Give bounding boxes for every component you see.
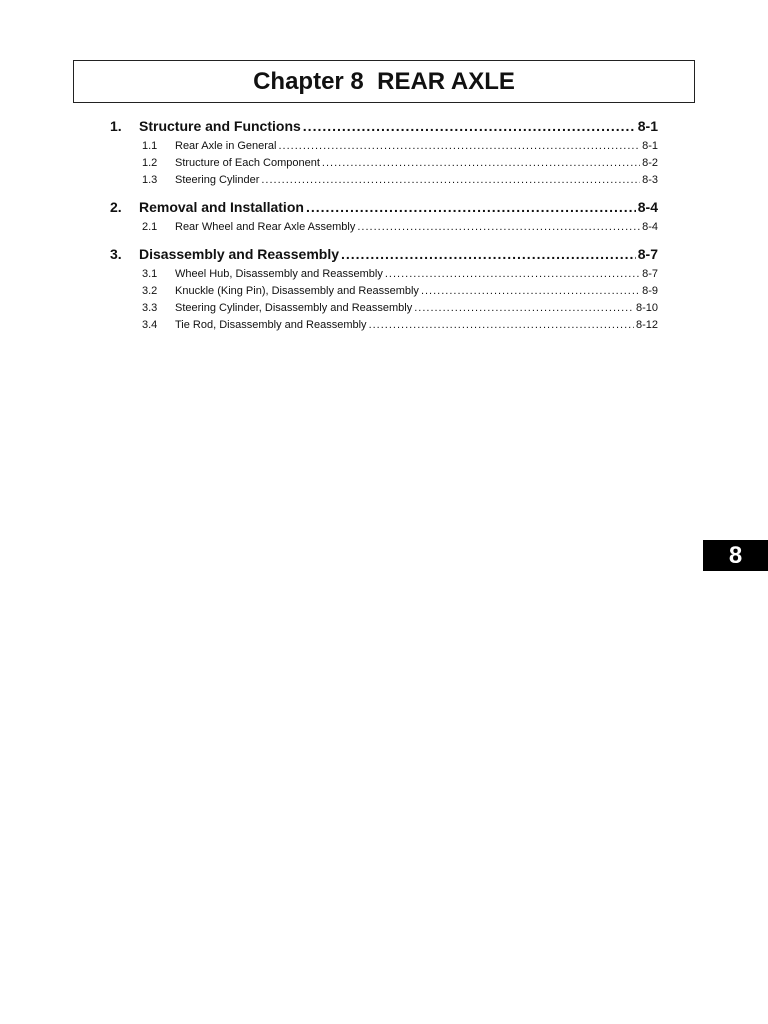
leader-dots xyxy=(322,157,640,169)
page-number: 8-10 xyxy=(635,302,658,314)
subsection-title: Steering Cylinder xyxy=(175,174,260,186)
subsection-title: Tie Rod, Disassembly and Reassembly xyxy=(175,319,367,331)
toc-subsection-entry[interactable] xyxy=(110,157,658,174)
section-number: 3. xyxy=(110,246,122,262)
toc-subsection-entry[interactable] xyxy=(110,285,658,302)
page-number: 8-4 xyxy=(642,221,658,233)
leader-dots xyxy=(369,319,634,331)
leader-dots xyxy=(414,302,634,314)
subsection-title: Rear Wheel and Rear Axle Assembly xyxy=(175,221,356,233)
leader-dots xyxy=(421,285,640,297)
subsection-title: Rear Axle in General xyxy=(175,140,277,152)
subsection-number: 3.1 xyxy=(142,268,158,280)
toc-subsection-entry[interactable] xyxy=(110,221,658,238)
subsection-number: 1.3 xyxy=(142,174,158,186)
subsection-title: Structure of Each Component xyxy=(175,157,320,169)
leader-dots xyxy=(385,268,640,280)
subsection-title: Knuckle (King Pin), Disassembly and Reassembly xyxy=(175,285,419,297)
toc-section xyxy=(110,199,658,238)
section-title: Disassembly and Reassembly xyxy=(139,246,339,262)
subsection-number: 1.1 xyxy=(142,140,158,152)
toc-subsection-entry[interactable] xyxy=(110,174,658,191)
subsection-number: 3.2 xyxy=(142,285,158,297)
toc-subsection-entry[interactable] xyxy=(110,319,658,336)
subsection-number: 2.1 xyxy=(142,221,158,233)
subsection-title: Wheel Hub, Disassembly and Reassembly xyxy=(175,268,383,280)
leader-dots xyxy=(306,199,636,215)
toc-section-entry[interactable] xyxy=(110,118,658,140)
page-number: 8-4 xyxy=(637,199,658,215)
subsection-title: Steering Cylinder, Disassembly and Reassembly xyxy=(175,302,413,314)
toc-section-entry[interactable] xyxy=(110,246,658,268)
subsection-number: 3.3 xyxy=(142,302,158,314)
chapter-tab: 8 xyxy=(703,540,768,571)
toc-section xyxy=(110,246,658,336)
page-number: 8-9 xyxy=(642,285,658,297)
page-number: 8-1 xyxy=(642,140,658,152)
subsection-number: 1.2 xyxy=(142,157,158,169)
section-number: 1. xyxy=(110,118,122,134)
toc-subsection-entry[interactable] xyxy=(110,268,658,285)
page-number: 8-2 xyxy=(642,157,658,169)
page-number: 8-7 xyxy=(642,268,658,280)
table-of-contents xyxy=(110,118,658,344)
leader-dots xyxy=(261,174,640,186)
leader-dots xyxy=(303,118,636,134)
page-number: 8-7 xyxy=(637,246,658,262)
section-title: Structure and Functions xyxy=(139,118,301,134)
subsection-number: 3.4 xyxy=(142,319,158,331)
toc-subsection-entry[interactable] xyxy=(110,140,658,157)
chapter-title: Chapter 8 REAR AXLE xyxy=(253,67,515,95)
chapter-title-box xyxy=(73,60,695,103)
toc-section-entry[interactable] xyxy=(110,199,658,221)
section-number: 2. xyxy=(110,199,122,215)
toc-section xyxy=(110,118,658,191)
leader-dots xyxy=(279,140,641,152)
toc-subsection-entry[interactable] xyxy=(110,302,658,319)
leader-dots xyxy=(341,246,636,262)
page-number: 8-3 xyxy=(642,174,658,186)
leader-dots xyxy=(357,221,640,233)
page-number: 8-1 xyxy=(637,118,658,134)
section-title: Removal and Installation xyxy=(139,199,304,215)
page-number: 8-12 xyxy=(635,319,658,331)
